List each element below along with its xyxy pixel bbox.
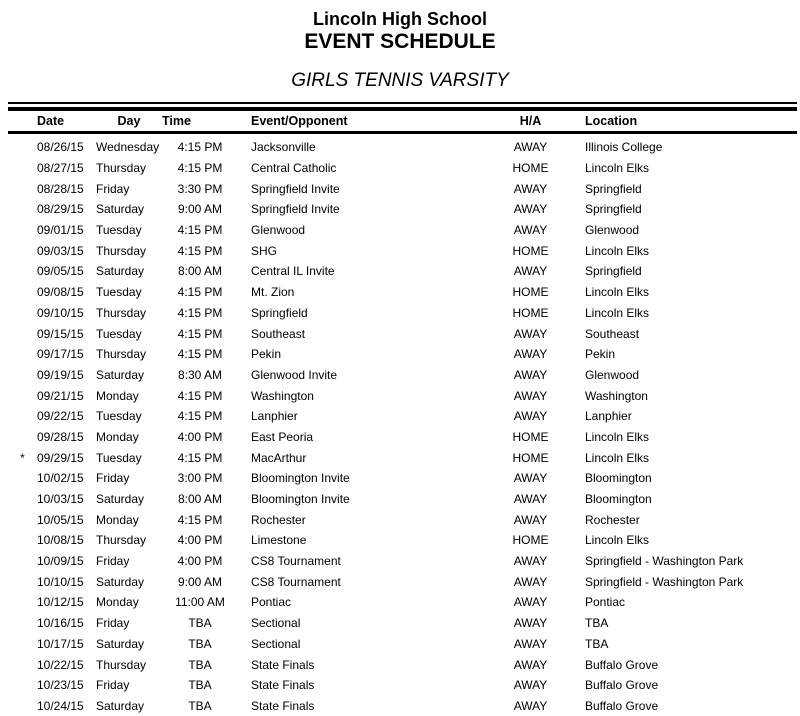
cell-event: Bloomington Invite	[238, 468, 503, 489]
cell-time: 4:15 PM	[162, 406, 238, 427]
row-marker	[8, 344, 37, 365]
cell-date: 09/10/15	[37, 303, 96, 324]
cell-date: 09/22/15	[37, 406, 96, 427]
row-marker	[8, 427, 37, 448]
row-marker	[8, 303, 37, 324]
table-row	[8, 178, 797, 199]
header-row	[8, 111, 797, 133]
table-row	[8, 158, 797, 179]
cell-time: 4:15 PM	[162, 447, 238, 468]
school-name: Lincoln High School	[0, 8, 800, 30]
cell-ha: AWAY	[503, 613, 558, 634]
cell-event: Lanphier	[238, 406, 503, 427]
cell-date: 10/23/15	[37, 675, 96, 696]
cell-event: Springfield Invite	[238, 199, 503, 220]
cell-time: 4:00 PM	[162, 551, 238, 572]
cell-ha: HOME	[503, 158, 558, 179]
cell-event: MacArthur	[238, 447, 503, 468]
cell-event: Springfield	[238, 303, 503, 324]
row-marker	[8, 675, 37, 696]
cell-ha: AWAY	[503, 675, 558, 696]
cell-day: Saturday	[96, 634, 162, 655]
cell-ha: AWAY	[503, 571, 558, 592]
cell-event: Jacksonville	[238, 133, 503, 158]
table-row	[8, 530, 797, 551]
header-top-rules	[8, 102, 797, 111]
cell-location: Illinois College	[558, 133, 797, 158]
cell-time: 4:15 PM	[162, 133, 238, 158]
cell-ha: HOME	[503, 530, 558, 551]
cell-event: Washington	[238, 385, 503, 406]
cell-ha: AWAY	[503, 385, 558, 406]
cell-location: Lanphier	[558, 406, 797, 427]
cell-location: Springfield	[558, 178, 797, 199]
cell-location: Southeast	[558, 323, 797, 344]
cell-time: 8:00 AM	[162, 489, 238, 510]
row-marker	[8, 592, 37, 613]
row-marker	[8, 282, 37, 303]
row-marker	[8, 634, 37, 655]
cell-location: TBA	[558, 634, 797, 655]
cell-time: 4:15 PM	[162, 344, 238, 365]
cell-day: Monday	[96, 509, 162, 530]
cell-time: 4:15 PM	[162, 509, 238, 530]
cell-time: 4:00 PM	[162, 427, 238, 448]
table-row	[8, 489, 797, 510]
cell-day: Thursday	[96, 530, 162, 551]
cell-time: 4:15 PM	[162, 240, 238, 261]
table-row	[8, 654, 797, 675]
cell-event: CS8 Tournament	[238, 551, 503, 572]
cell-date: 10/22/15	[37, 654, 96, 675]
row-marker	[8, 696, 37, 716]
row-marker	[8, 365, 37, 386]
table-row	[8, 220, 797, 241]
cell-ha: AWAY	[503, 323, 558, 344]
cell-time: 4:15 PM	[162, 323, 238, 344]
event-schedule-table	[8, 111, 797, 716]
cell-event: Pontiac	[238, 592, 503, 613]
cell-day: Thursday	[96, 303, 162, 324]
cell-day: Thursday	[96, 240, 162, 261]
cell-location: Buffalo Grove	[558, 675, 797, 696]
cell-day: Saturday	[96, 696, 162, 716]
table-row	[8, 592, 797, 613]
table-row	[8, 344, 797, 365]
cell-date: 10/24/15	[37, 696, 96, 716]
cell-date: 08/27/15	[37, 158, 96, 179]
cell-day: Saturday	[96, 365, 162, 386]
cell-date: 10/09/15	[37, 551, 96, 572]
title-block	[0, 0, 800, 92]
table-row	[8, 447, 797, 468]
cell-date: 08/28/15	[37, 178, 96, 199]
cell-location: Lincoln Elks	[558, 282, 797, 303]
cell-date: 09/05/15	[37, 261, 96, 282]
cell-event: SHG	[238, 240, 503, 261]
row-marker	[8, 385, 37, 406]
cell-date: 10/08/15	[37, 530, 96, 551]
cell-event: Rochester	[238, 509, 503, 530]
table-row	[8, 323, 797, 344]
row-marker	[8, 468, 37, 489]
table-row	[8, 675, 797, 696]
cell-day: Monday	[96, 592, 162, 613]
table-row	[8, 133, 797, 158]
cell-day: Saturday	[96, 199, 162, 220]
cell-time: 11:00 AM	[162, 592, 238, 613]
cell-time: 4:15 PM	[162, 385, 238, 406]
cell-ha: AWAY	[503, 199, 558, 220]
cell-date: 10/12/15	[37, 592, 96, 613]
cell-day: Friday	[96, 675, 162, 696]
row-marker	[8, 571, 37, 592]
cell-ha: AWAY	[503, 344, 558, 365]
cell-date: 10/02/15	[37, 468, 96, 489]
cell-day: Tuesday	[96, 220, 162, 241]
row-marker	[8, 158, 37, 179]
cell-ha: HOME	[503, 240, 558, 261]
cell-date: 08/26/15	[37, 133, 96, 158]
cell-location: Glenwood	[558, 365, 797, 386]
cell-location: Springfield	[558, 199, 797, 220]
cell-event: Sectional	[238, 634, 503, 655]
table-row	[8, 282, 797, 303]
cell-ha: AWAY	[503, 406, 558, 427]
cell-day: Thursday	[96, 344, 162, 365]
table-row	[8, 551, 797, 572]
cell-location: Springfield - Washington Park	[558, 571, 797, 592]
table-row	[8, 303, 797, 324]
cell-location: Rochester	[558, 509, 797, 530]
thin-rule	[8, 102, 797, 104]
cell-date: 10/10/15	[37, 571, 96, 592]
cell-time: 4:15 PM	[162, 282, 238, 303]
cell-time: TBA	[162, 634, 238, 655]
cell-event: Bloomington Invite	[238, 489, 503, 510]
cell-ha: AWAY	[503, 551, 558, 572]
cell-date: 09/08/15	[37, 282, 96, 303]
cell-time: 4:15 PM	[162, 220, 238, 241]
row-marker	[8, 530, 37, 551]
cell-ha: AWAY	[503, 468, 558, 489]
schedule-table-body	[8, 133, 797, 716]
table-row	[8, 613, 797, 634]
cell-date: 09/17/15	[37, 344, 96, 365]
table-row	[8, 468, 797, 489]
cell-time: TBA	[162, 613, 238, 634]
row-marker	[8, 199, 37, 220]
cell-location: Buffalo Grove	[558, 696, 797, 716]
header-marker	[8, 111, 37, 133]
cell-day: Monday	[96, 427, 162, 448]
row-marker	[8, 240, 37, 261]
cell-day: Tuesday	[96, 282, 162, 303]
cell-ha: AWAY	[503, 654, 558, 675]
cell-time: 4:00 PM	[162, 530, 238, 551]
row-marker: *	[8, 447, 37, 468]
cell-ha: HOME	[503, 447, 558, 468]
cell-location: Springfield	[558, 261, 797, 282]
cell-date: 09/28/15	[37, 427, 96, 448]
cell-ha: AWAY	[503, 696, 558, 716]
cell-date: 10/17/15	[37, 634, 96, 655]
cell-event: Central IL Invite	[238, 261, 503, 282]
cell-day: Friday	[96, 178, 162, 199]
cell-day: Thursday	[96, 654, 162, 675]
cell-day: Saturday	[96, 571, 162, 592]
row-marker	[8, 406, 37, 427]
cell-time: 8:00 AM	[162, 261, 238, 282]
cell-ha: AWAY	[503, 261, 558, 282]
table-row	[8, 240, 797, 261]
cell-ha: AWAY	[503, 133, 558, 158]
cell-day: Friday	[96, 468, 162, 489]
cell-day: Wednesday	[96, 133, 162, 158]
schedule-subtitle: GIRLS TENNIS VARSITY	[0, 70, 800, 92]
cell-location: Springfield - Washington Park	[558, 551, 797, 572]
cell-event: Southeast	[238, 323, 503, 344]
cell-date: 10/16/15	[37, 613, 96, 634]
cell-date: 09/15/15	[37, 323, 96, 344]
cell-ha: AWAY	[503, 634, 558, 655]
cell-event: Sectional	[238, 613, 503, 634]
cell-event: CS8 Tournament	[238, 571, 503, 592]
table-row	[8, 199, 797, 220]
cell-location: Bloomington	[558, 489, 797, 510]
table-row	[8, 634, 797, 655]
table-row	[8, 427, 797, 448]
cell-time: 3:00 PM	[162, 468, 238, 489]
cell-time: TBA	[162, 696, 238, 716]
schedule-table-header	[8, 111, 797, 133]
cell-location: Pontiac	[558, 592, 797, 613]
cell-event: East Peoria	[238, 427, 503, 448]
row-marker	[8, 178, 37, 199]
cell-ha: AWAY	[503, 489, 558, 510]
cell-date: 08/29/15	[37, 199, 96, 220]
cell-event: Glenwood	[238, 220, 503, 241]
cell-location: Bloomington	[558, 468, 797, 489]
cell-date: 10/05/15	[37, 509, 96, 530]
cell-time: 9:00 AM	[162, 199, 238, 220]
cell-location: Lincoln Elks	[558, 158, 797, 179]
cell-time: TBA	[162, 654, 238, 675]
cell-event: Pekin	[238, 344, 503, 365]
cell-location: Lincoln Elks	[558, 447, 797, 468]
header-location: Location	[558, 111, 797, 133]
cell-location: Lincoln Elks	[558, 303, 797, 324]
row-marker	[8, 613, 37, 634]
header-event-opponent: Event/Opponent	[238, 111, 503, 133]
cell-date: 09/03/15	[37, 240, 96, 261]
cell-event: State Finals	[238, 675, 503, 696]
cell-event: Springfield Invite	[238, 178, 503, 199]
cell-time: 4:15 PM	[162, 158, 238, 179]
table-row	[8, 509, 797, 530]
cell-day: Saturday	[96, 489, 162, 510]
cell-ha: HOME	[503, 427, 558, 448]
row-marker	[8, 489, 37, 510]
cell-event: Central Catholic	[238, 158, 503, 179]
cell-day: Saturday	[96, 261, 162, 282]
table-row	[8, 571, 797, 592]
cell-day: Thursday	[96, 158, 162, 179]
cell-ha: HOME	[503, 303, 558, 324]
cell-location: TBA	[558, 613, 797, 634]
cell-day: Tuesday	[96, 406, 162, 427]
row-marker	[8, 323, 37, 344]
cell-time: 3:30 PM	[162, 178, 238, 199]
cell-time: 9:00 AM	[162, 571, 238, 592]
cell-ha: AWAY	[503, 592, 558, 613]
table-row	[8, 696, 797, 716]
cell-location: Buffalo Grove	[558, 654, 797, 675]
cell-event: State Finals	[238, 654, 503, 675]
cell-ha: AWAY	[503, 220, 558, 241]
page-title: EVENT SCHEDULE	[0, 30, 800, 54]
cell-time: 8:30 AM	[162, 365, 238, 386]
row-marker	[8, 654, 37, 675]
row-marker	[8, 551, 37, 572]
row-marker	[8, 220, 37, 241]
cell-location: Lincoln Elks	[558, 427, 797, 448]
cell-time: 4:15 PM	[162, 303, 238, 324]
row-marker	[8, 133, 37, 158]
cell-location: Pekin	[558, 344, 797, 365]
cell-ha: AWAY	[503, 365, 558, 386]
cell-date: 09/29/15	[37, 447, 96, 468]
cell-location: Glenwood	[558, 220, 797, 241]
row-marker	[8, 509, 37, 530]
cell-event: State Finals	[238, 696, 503, 716]
cell-ha: HOME	[503, 282, 558, 303]
cell-location: Lincoln Elks	[558, 240, 797, 261]
cell-time: TBA	[162, 675, 238, 696]
cell-day: Friday	[96, 551, 162, 572]
cell-day: Tuesday	[96, 323, 162, 344]
cell-ha: AWAY	[503, 178, 558, 199]
cell-ha: AWAY	[503, 509, 558, 530]
header-home-away: H/A	[503, 111, 558, 133]
header-time: Time	[162, 111, 238, 133]
cell-date: 10/03/15	[37, 489, 96, 510]
cell-event: Glenwood Invite	[238, 365, 503, 386]
table-row	[8, 406, 797, 427]
cell-day: Tuesday	[96, 447, 162, 468]
table-row	[8, 261, 797, 282]
cell-date: 09/19/15	[37, 365, 96, 386]
cell-date: 09/01/15	[37, 220, 96, 241]
table-row	[8, 385, 797, 406]
header-day: Day	[96, 111, 162, 133]
cell-event: Mt. Zion	[238, 282, 503, 303]
cell-day: Monday	[96, 385, 162, 406]
table-row	[8, 365, 797, 386]
cell-date: 09/21/15	[37, 385, 96, 406]
cell-event: Limestone	[238, 530, 503, 551]
row-marker	[8, 261, 37, 282]
header-date: Date	[37, 111, 96, 133]
cell-location: Washington	[558, 385, 797, 406]
cell-day: Friday	[96, 613, 162, 634]
cell-location: Lincoln Elks	[558, 530, 797, 551]
